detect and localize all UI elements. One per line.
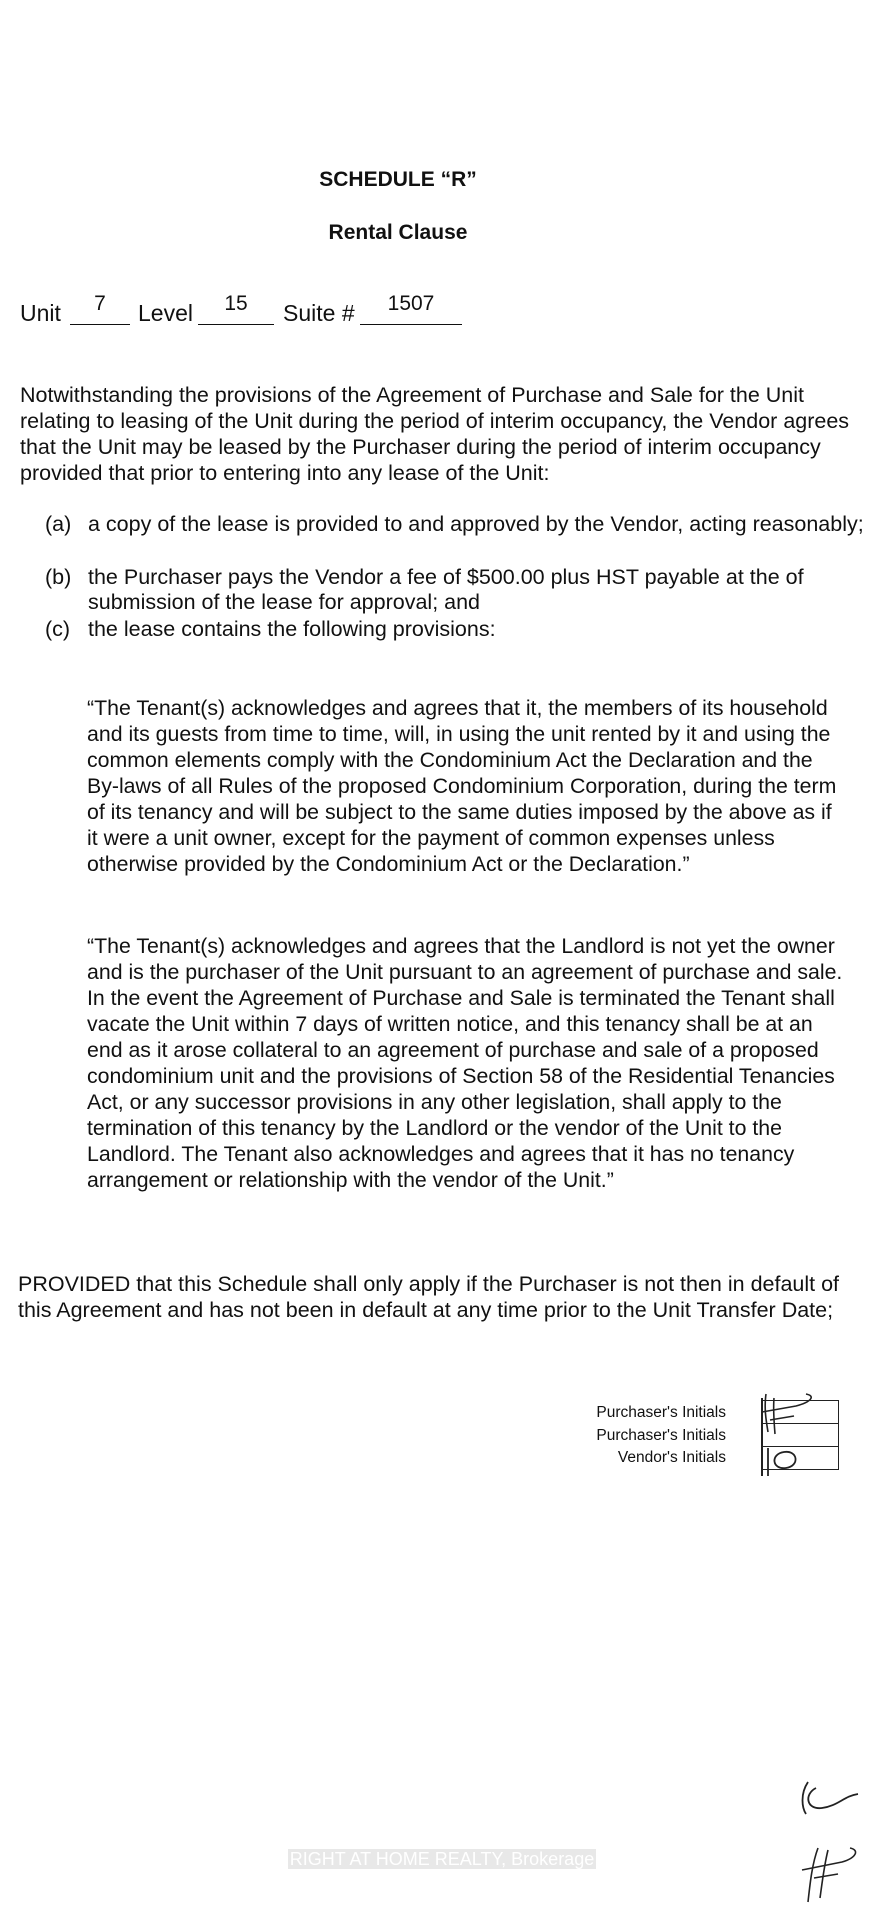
purchaser-initials-label-2: Purchaser's Initials <box>596 1426 726 1444</box>
condition-label: (c) <box>45 617 71 641</box>
unit-label: Unit <box>20 300 61 326</box>
brokerage-watermark <box>0 1849 884 1870</box>
condition-b <box>45 565 884 615</box>
unit-level-suite-line <box>20 292 520 326</box>
suite-label: Suite # <box>283 300 355 326</box>
lease-provision-quote-1: “The Tenant(s) acknowledges and agrees that it, the members of its household and its guests from time to time, will, in using the unit rented by it and using the common elements comply with the Condominium Act the Declaration and the By-laws of all Rules of the proposed Condominium Corporation, during the term of its tenancy and will be subject to the same duties imposed by the above as if it were a unit owner, except for the payment of common expenses unless otherwise provided by the Condominium Act or the Declaration.” <box>87 696 837 876</box>
condition-text: a copy of the lease is provided to and approved by the Vendor, acting reasonably; <box>88 512 864 536</box>
handwritten-initials-bottom <box>794 1774 874 1914</box>
condition-label: (b) <box>45 565 72 589</box>
condition-text: the Purchaser pays the Vendor a fee of $500.00 plus HST payable at the of submission of the lease for approval; and <box>88 565 804 614</box>
suite-value: 1507 <box>360 292 462 325</box>
purchaser-initials-label-1: Purchaser's Initials <box>596 1404 726 1421</box>
level-value: 15 <box>198 292 274 325</box>
handwritten-initials-in-boxes <box>756 1388 846 1480</box>
vendor-initials-label: Vendor's Initials <box>617 1449 726 1466</box>
schedule-heading: SCHEDULE “R” <box>319 168 477 191</box>
condition-c <box>45 617 884 643</box>
level-label: Level <box>138 300 193 326</box>
intro-paragraph: Notwithstanding the provisions of the Agreement of Purchase and Sale for the Unit relating to leasing of the Unit during the period of interim occupancy, the Vendor agrees that the Unit may be leased by the Purchaser during the period of interim occupancy provided that prior to entering into any lease of the Unit: <box>20 383 850 485</box>
lease-provision-quote-2: “The Tenant(s) acknowledges and agrees that the Landlord is not yet the owner and is the purchaser of the Unit pursuant to an agreement of purchase and sale. In the event the Agreement of Purchase and Sale is terminated the Tenant shall vacate the Unit within 7 days of written notice, and this tenancy shall be at an end as it arose collateral to an agreement of purchase and sale of a proposed condominium unit and the provisions of Section 58 of the Residential Tenancies Act, or any successor provisions in any other legislation, shall apply to the termination of this tenancy by the Landlord or the vendor of the Unit to the Landlord. The Tenant also acknowledges and agrees that it has no tenancy arrangement or relationship with the vendor of the Unit.” <box>87 934 843 1192</box>
condition-text: the lease contains the following provisions: <box>88 617 496 641</box>
initials-labels <box>560 1402 726 1470</box>
condition-a <box>45 512 884 562</box>
proviso-paragraph: PROVIDED that this Schedule shall only apply if the Purchaser is not then in default of this Agreement and has not been in default at any time prior to the Unit Transfer Date; <box>18 1272 840 1322</box>
unit-value: 7 <box>70 292 130 325</box>
watermark-text: RIGHT AT HOME REALTY, Brokerage <box>289 1849 595 1869</box>
schedule-subheading: Rental Clause <box>328 221 468 244</box>
condition-label: (a) <box>45 512 72 536</box>
